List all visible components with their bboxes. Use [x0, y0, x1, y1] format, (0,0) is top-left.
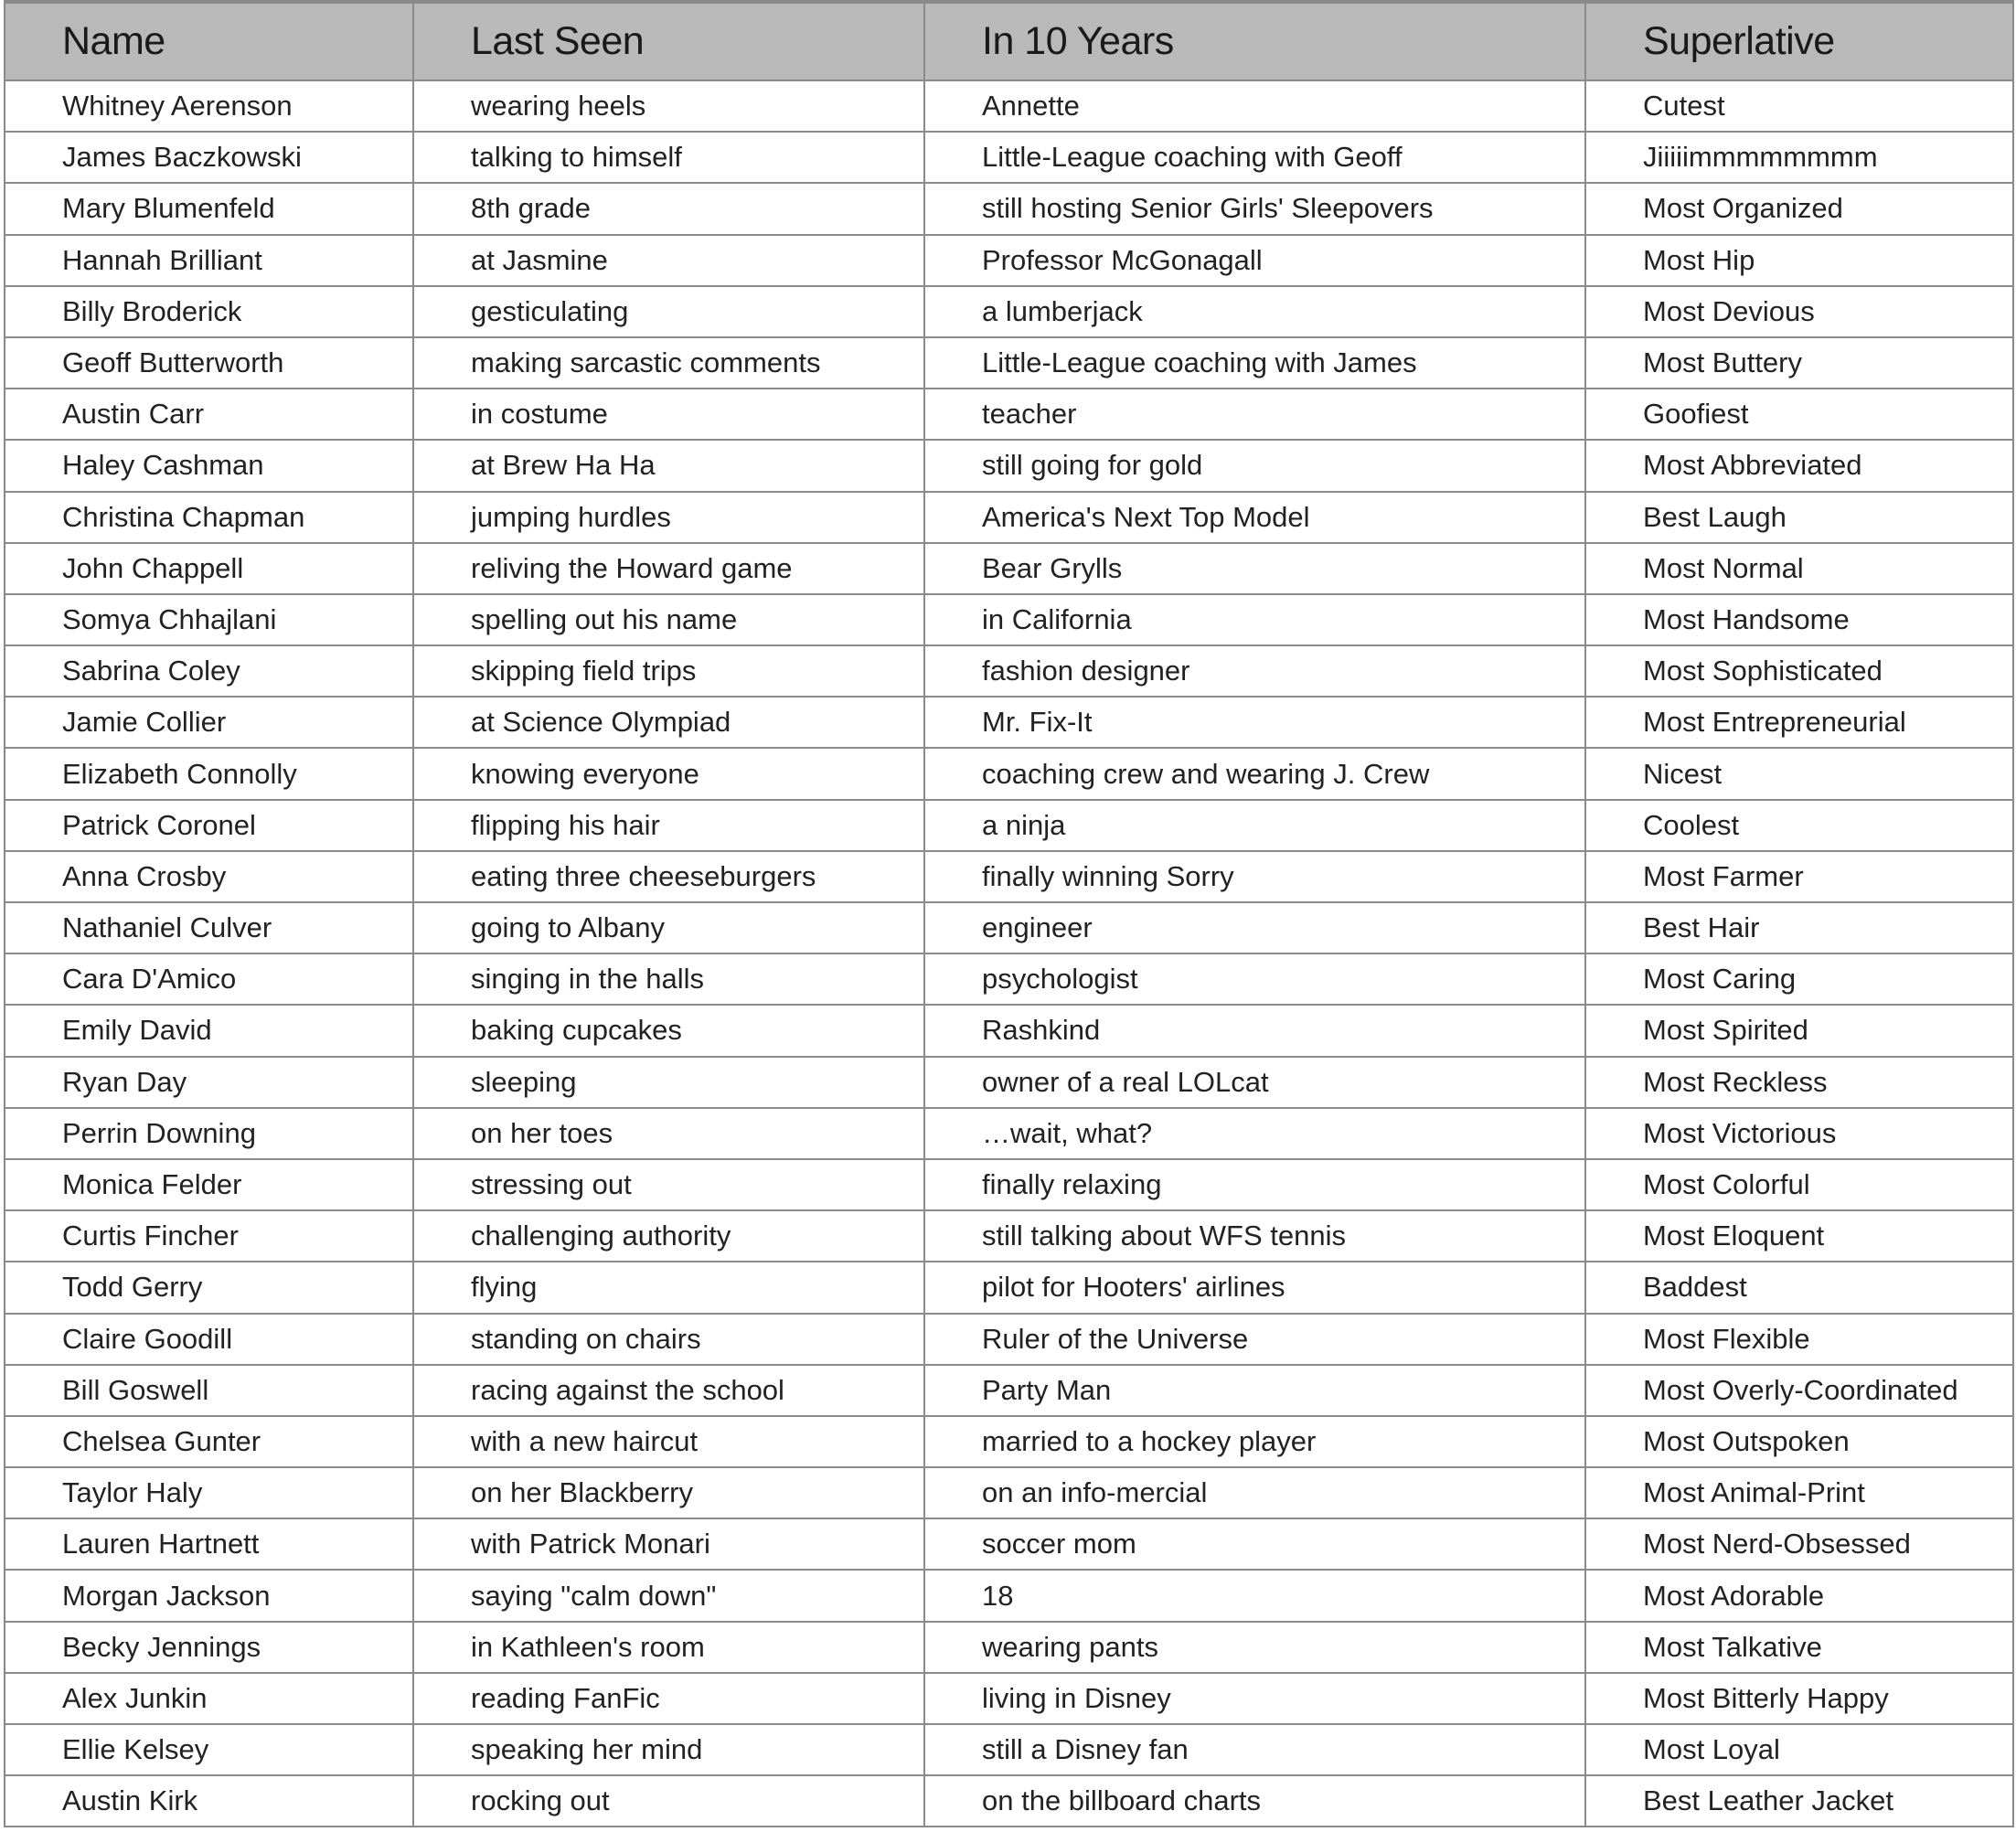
table-row	[5, 1570, 2013, 1621]
cell-last-seen: reliving the Howard game	[413, 543, 924, 594]
cell-superlative: Most Overly-Coordinated	[1585, 1365, 2013, 1416]
cell-in-10-years: America's Next Top Model	[924, 492, 1585, 543]
cell-name: Nathaniel Culver	[5, 902, 413, 953]
cell-name: Haley Cashman	[5, 440, 413, 491]
cell-name: Becky Jennings	[5, 1622, 413, 1673]
cell-name: Perrin Downing	[5, 1108, 413, 1159]
cell-in-10-years: living in Disney	[924, 1673, 1585, 1724]
cell-last-seen: at Jasmine	[413, 235, 924, 286]
cell-superlative: Most Eloquent	[1585, 1210, 2013, 1262]
cell-superlative: Coolest	[1585, 800, 2013, 851]
cell-last-seen: racing against the school	[413, 1365, 924, 1416]
cell-last-seen: with a new haircut	[413, 1416, 924, 1467]
column-header-superlative: Superlative	[1585, 2, 2013, 80]
cell-superlative: Most Hip	[1585, 235, 2013, 286]
cell-superlative: Most Devious	[1585, 286, 2013, 337]
cell-superlative: Most Reckless	[1585, 1057, 2013, 1108]
column-header-name: Name	[5, 2, 413, 80]
cell-name: Somya Chhajlani	[5, 594, 413, 645]
cell-in-10-years: finally winning Sorry	[924, 851, 1585, 902]
table-row	[5, 1467, 2013, 1518]
cell-name: Sabrina Coley	[5, 645, 413, 697]
cell-in-10-years: still going for gold	[924, 440, 1585, 491]
cell-superlative: Most Handsome	[1585, 594, 2013, 645]
cell-superlative: Most Farmer	[1585, 851, 2013, 902]
cell-last-seen: eating three cheeseburgers	[413, 851, 924, 902]
cell-name: Chelsea Gunter	[5, 1416, 413, 1467]
table-row	[5, 851, 2013, 902]
cell-last-seen: spelling out his name	[413, 594, 924, 645]
table-row	[5, 1262, 2013, 1313]
table-row	[5, 1057, 2013, 1108]
cell-last-seen: singing in the halls	[413, 953, 924, 1005]
cell-name: Emily David	[5, 1005, 413, 1056]
table-row	[5, 389, 2013, 440]
table-row	[5, 235, 2013, 286]
cell-last-seen: in Kathleen's room	[413, 1622, 924, 1673]
cell-superlative: Most Adorable	[1585, 1570, 2013, 1621]
cell-superlative: Most Organized	[1585, 183, 2013, 234]
cell-superlative: Most Bitterly Happy	[1585, 1673, 2013, 1724]
cell-last-seen: stressing out	[413, 1159, 924, 1210]
cell-superlative: Most Sophisticated	[1585, 645, 2013, 697]
cell-name: Whitney Aerenson	[5, 80, 413, 132]
cell-in-10-years: psychologist	[924, 953, 1585, 1005]
cell-name: Curtis Fincher	[5, 1210, 413, 1262]
cell-name: Lauren Hartnett	[5, 1518, 413, 1570]
cell-name: Elizabeth Connolly	[5, 748, 413, 799]
table-row	[5, 594, 2013, 645]
table-row	[5, 1775, 2013, 1827]
cell-last-seen: in costume	[413, 389, 924, 440]
table-row	[5, 748, 2013, 799]
cell-in-10-years: still talking about WFS tennis	[924, 1210, 1585, 1262]
cell-superlative: Most Animal-Print	[1585, 1467, 2013, 1518]
cell-in-10-years: on an info-mercial	[924, 1467, 1585, 1518]
table-body	[5, 80, 2013, 1827]
table-header	[5, 2, 2013, 80]
table-row	[5, 902, 2013, 953]
cell-superlative: Most Loyal	[1585, 1724, 2013, 1775]
header-row	[5, 2, 2013, 80]
table-row	[5, 337, 2013, 389]
cell-in-10-years: teacher	[924, 389, 1585, 440]
cell-in-10-years: Ruler of the Universe	[924, 1314, 1585, 1365]
cell-in-10-years: 18	[924, 1570, 1585, 1621]
cell-superlative: Baddest	[1585, 1262, 2013, 1313]
cell-name: James Baczkowski	[5, 132, 413, 183]
table-row	[5, 1518, 2013, 1570]
table-row	[5, 183, 2013, 234]
cell-in-10-years: owner of a real LOLcat	[924, 1057, 1585, 1108]
cell-superlative: Most Entrepreneurial	[1585, 697, 2013, 748]
cell-superlative: Most Outspoken	[1585, 1416, 2013, 1467]
table-row	[5, 1416, 2013, 1467]
cell-in-10-years: Bear Grylls	[924, 543, 1585, 594]
cell-in-10-years: Little-League coaching with Geoff	[924, 132, 1585, 183]
cell-last-seen: standing on chairs	[413, 1314, 924, 1365]
table-row	[5, 1314, 2013, 1365]
cell-name: Christina Chapman	[5, 492, 413, 543]
cell-name: Alex Junkin	[5, 1673, 413, 1724]
cell-in-10-years: engineer	[924, 902, 1585, 953]
cell-last-seen: with Patrick Monari	[413, 1518, 924, 1570]
cell-name: Cara D'Amico	[5, 953, 413, 1005]
cell-in-10-years: Mr. Fix-It	[924, 697, 1585, 748]
table-row	[5, 1005, 2013, 1056]
cell-last-seen: flipping his hair	[413, 800, 924, 851]
cell-last-seen: sleeping	[413, 1057, 924, 1108]
table-row	[5, 800, 2013, 851]
cell-in-10-years: on the billboard charts	[924, 1775, 1585, 1827]
cell-name: Geoff Butterworth	[5, 337, 413, 389]
cell-name: Billy Broderick	[5, 286, 413, 337]
cell-name: Ryan Day	[5, 1057, 413, 1108]
cell-name: Taylor Haly	[5, 1467, 413, 1518]
cell-last-seen: flying	[413, 1262, 924, 1313]
cell-name: Morgan Jackson	[5, 1570, 413, 1621]
cell-in-10-years: coaching crew and wearing J. Crew	[924, 748, 1585, 799]
table-row	[5, 1724, 2013, 1775]
cell-name: John Chappell	[5, 543, 413, 594]
cell-last-seen: challenging authority	[413, 1210, 924, 1262]
cell-last-seen: at Brew Ha Ha	[413, 440, 924, 491]
superlatives-table	[4, 0, 2014, 1827]
table-row	[5, 80, 2013, 132]
cell-last-seen: saying "calm down"	[413, 1570, 924, 1621]
cell-superlative: Nicest	[1585, 748, 2013, 799]
cell-in-10-years: pilot for Hooters' airlines	[924, 1262, 1585, 1313]
table-row	[5, 132, 2013, 183]
cell-in-10-years: Annette	[924, 80, 1585, 132]
cell-name: Mary Blumenfeld	[5, 183, 413, 234]
cell-superlative: Most Caring	[1585, 953, 2013, 1005]
table-row	[5, 1365, 2013, 1416]
cell-in-10-years: Rashkind	[924, 1005, 1585, 1056]
cell-in-10-years: wearing pants	[924, 1622, 1585, 1673]
cell-in-10-years: in California	[924, 594, 1585, 645]
table-row	[5, 645, 2013, 697]
cell-in-10-years: Professor McGonagall	[924, 235, 1585, 286]
cell-superlative: Most Nerd-Obsessed	[1585, 1518, 2013, 1570]
cell-last-seen: wearing heels	[413, 80, 924, 132]
cell-superlative: Goofiest	[1585, 389, 2013, 440]
cell-name: Anna Crosby	[5, 851, 413, 902]
cell-superlative: Most Normal	[1585, 543, 2013, 594]
cell-last-seen: at Science Olympiad	[413, 697, 924, 748]
table-row	[5, 1622, 2013, 1673]
cell-in-10-years: married to a hockey player	[924, 1416, 1585, 1467]
cell-name: Bill Goswell	[5, 1365, 413, 1416]
cell-superlative: Most Flexible	[1585, 1314, 2013, 1365]
table-row	[5, 1210, 2013, 1262]
cell-name: Jamie Collier	[5, 697, 413, 748]
cell-name: Austin Carr	[5, 389, 413, 440]
cell-name: Monica Felder	[5, 1159, 413, 1210]
cell-name: Patrick Coronel	[5, 800, 413, 851]
table-row	[5, 953, 2013, 1005]
cell-last-seen: gesticulating	[413, 286, 924, 337]
table-row	[5, 492, 2013, 543]
cell-last-seen: baking cupcakes	[413, 1005, 924, 1056]
cell-in-10-years: …wait, what?	[924, 1108, 1585, 1159]
cell-last-seen: talking to himself	[413, 132, 924, 183]
cell-superlative: Most Talkative	[1585, 1622, 2013, 1673]
cell-superlative: Most Victorious	[1585, 1108, 2013, 1159]
table-row	[5, 1108, 2013, 1159]
table-row	[5, 543, 2013, 594]
cell-in-10-years: Little-League coaching with James	[924, 337, 1585, 389]
cell-in-10-years: still a Disney fan	[924, 1724, 1585, 1775]
table-row	[5, 1159, 2013, 1210]
cell-superlative: Most Abbreviated	[1585, 440, 2013, 491]
cell-last-seen: speaking her mind	[413, 1724, 924, 1775]
table-row	[5, 440, 2013, 491]
cell-name: Ellie Kelsey	[5, 1724, 413, 1775]
cell-superlative: Best Hair	[1585, 902, 2013, 953]
cell-last-seen: reading FanFic	[413, 1673, 924, 1724]
cell-last-seen: going to Albany	[413, 902, 924, 953]
cell-superlative: Jiiiiimmmmmmmm	[1585, 132, 2013, 183]
cell-superlative: Best Laugh	[1585, 492, 2013, 543]
cell-superlative: Best Leather Jacket	[1585, 1775, 2013, 1827]
cell-in-10-years: a lumberjack	[924, 286, 1585, 337]
cell-last-seen: 8th grade	[413, 183, 924, 234]
cell-in-10-years: finally relaxing	[924, 1159, 1585, 1210]
column-header-in-10-years: In 10 Years	[924, 2, 1585, 80]
cell-last-seen: jumping hurdles	[413, 492, 924, 543]
cell-in-10-years: still hosting Senior Girls' Sleepovers	[924, 183, 1585, 234]
cell-name: Hannah Brilliant	[5, 235, 413, 286]
cell-superlative: Most Spirited	[1585, 1005, 2013, 1056]
table-row	[5, 697, 2013, 748]
table-row	[5, 1673, 2013, 1724]
cell-in-10-years: a ninja	[924, 800, 1585, 851]
table-row	[5, 286, 2013, 337]
cell-last-seen: skipping field trips	[413, 645, 924, 697]
column-header-last-seen: Last Seen	[413, 2, 924, 80]
cell-in-10-years: soccer mom	[924, 1518, 1585, 1570]
cell-in-10-years: Party Man	[924, 1365, 1585, 1416]
cell-superlative: Most Colorful	[1585, 1159, 2013, 1210]
cell-last-seen: on her Blackberry	[413, 1467, 924, 1518]
cell-name: Claire Goodill	[5, 1314, 413, 1365]
cell-last-seen: knowing everyone	[413, 748, 924, 799]
cell-last-seen: on her toes	[413, 1108, 924, 1159]
cell-name: Todd Gerry	[5, 1262, 413, 1313]
cell-in-10-years: fashion designer	[924, 645, 1585, 697]
cell-last-seen: rocking out	[413, 1775, 924, 1827]
cell-superlative: Most Buttery	[1585, 337, 2013, 389]
cell-last-seen: making sarcastic comments	[413, 337, 924, 389]
cell-superlative: Cutest	[1585, 80, 2013, 132]
cell-name: Austin Kirk	[5, 1775, 413, 1827]
